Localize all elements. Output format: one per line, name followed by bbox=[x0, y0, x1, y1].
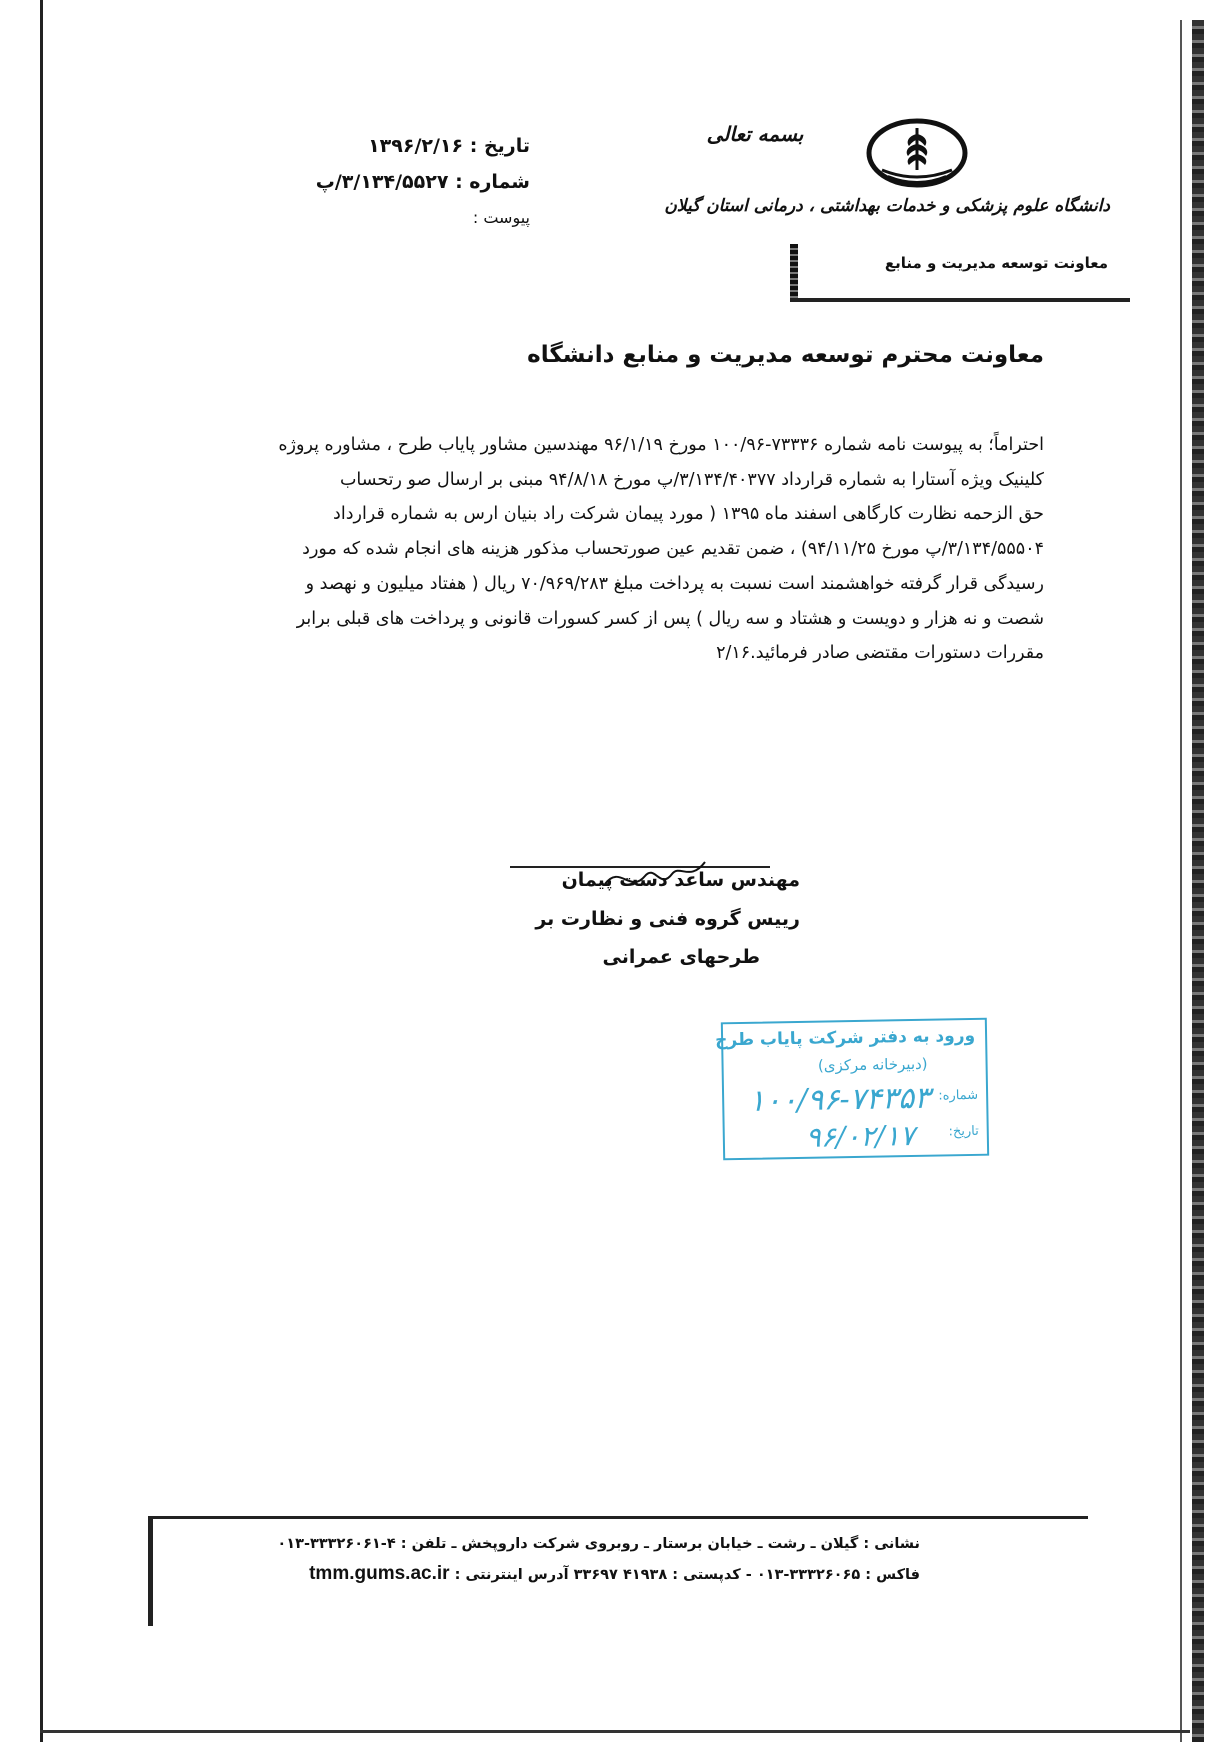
body-line: حق الزحمه نظارت کارگاهی اسفند ماه ۱۳۹۵ ( مورد پیمان شرکت راد بنیان ارس به شماره قرارداد bbox=[333, 504, 1044, 525]
department-box-vbar bbox=[790, 244, 798, 302]
footer-address: نشانی : گیلان ـ رشت ـ خیابان برستار ـ روبروی شرکت داروپخش ـ تلفن : ۴-۳۳۳۲۶۰۶۱-۰۱۳ bbox=[277, 1536, 920, 1552]
number-value: ۳/۱۳۴/۵۵۲۷/پ bbox=[315, 171, 449, 193]
university-name: دانشگاه علوم پزشکی و خدمات بهداشتی ، درمانی استان گیلان bbox=[664, 196, 1110, 216]
signer-title-line1: رییس گروه فنی و نظارت بر bbox=[535, 908, 800, 930]
besmellah: بسمه تعالی bbox=[706, 122, 804, 146]
received-stamp bbox=[715, 1018, 989, 1161]
number-row bbox=[315, 164, 530, 200]
signature-block bbox=[480, 860, 800, 976]
body-line: احتراماً؛ به پیوست نامه شماره ۷۳۳۳۶-۱۰۰/۹۶ مورخ ۹۶/۱/۱۹ مهندسین مشاور پایاب طرح ، مشاوره پروژه bbox=[278, 435, 1044, 455]
scan-edge-right-inner bbox=[1180, 20, 1182, 1742]
footer-frame-hbar bbox=[148, 1516, 1088, 1519]
number-label: شماره : bbox=[455, 171, 530, 193]
stamp-date-label: تاریخ: bbox=[948, 1123, 979, 1140]
body-line: ۳/۱۳۴/۵۵۵۰۴/پ مورخ ۹۴/۱۱/۲۵) ، ضمن تقدیم عین صورتحساب مذکور هزینه های انجام شده که مورد bbox=[302, 539, 1044, 560]
date-label: تاریخ : bbox=[469, 135, 530, 157]
stamp-number-value: ۱۰۰/۹۶-۷۴۳۵۳ bbox=[748, 1080, 931, 1119]
signer-title-line2: طرحهای عمرانی bbox=[602, 946, 760, 968]
scan-edge-bottom bbox=[40, 1730, 1190, 1733]
stamp-date-value: ۹۶/۰۲/۱۷ bbox=[805, 1118, 916, 1154]
attachment-row bbox=[330, 200, 530, 236]
date-row bbox=[330, 128, 530, 164]
footer-contact bbox=[309, 1563, 920, 1585]
stamp-number-label: شماره: bbox=[938, 1087, 979, 1104]
body-line: شصت و نه هزار و دویست و هشتاد و سه ریال ) پس از کسر کسورات قانونی و پرداخت های قبلی برابر bbox=[296, 608, 1044, 629]
scan-edge-left bbox=[40, 0, 43, 1742]
footer-fax-postal: فاکس : ۳۳۳۲۶۰۶۵-۰۱۳ - کدپستی : ۴۱۹۳۸ ۳۳۶۹۷ آدرس اینترنتی : bbox=[454, 1567, 920, 1583]
department-box bbox=[790, 244, 1130, 304]
body-line: مقررات دستورات مقتضی صادر فرمائید.۲/۱۶ bbox=[716, 643, 1044, 664]
date-value: ۱۳۹۶/۲/۱۶ bbox=[368, 135, 464, 157]
signer-name: مهندس ساعد دست پیمان bbox=[561, 869, 800, 891]
handwritten-signature-icon bbox=[600, 854, 710, 898]
stamp-line1: ورود به دفتر شرکت پایاب طرح bbox=[715, 1025, 976, 1051]
stamp-line2: (دبیرخانه مرکزی) bbox=[817, 1054, 928, 1075]
letter-body bbox=[210, 428, 1044, 671]
university-logo-icon bbox=[862, 118, 972, 188]
footer-frame-vbar bbox=[148, 1516, 153, 1626]
letter-meta bbox=[315, 128, 530, 236]
department-label: معاونت توسعه مدیریت و منابع bbox=[884, 254, 1108, 272]
footer-website-link[interactable]: tmm.gums.ac.ir bbox=[309, 1563, 450, 1584]
recipient-title: معاونت محترم توسعه مدیریت و منابع دانشگاه bbox=[527, 342, 1044, 368]
department-box-hbar bbox=[790, 298, 1130, 302]
body-line: کلینیک ویژه آستارا به شماره قرارداد ۳/۱۳۴/۴۰۳۷۷/پ مورخ ۹۴/۸/۱۸ مبنی بر ارسال صو رتحساب bbox=[339, 469, 1044, 490]
attachment-label: پیوست : bbox=[472, 208, 530, 227]
scan-edge-right bbox=[1192, 20, 1204, 1742]
body-line: رسیدگی قرار گرفته خواهشمند است نسبت به پرداخت مبلغ ۷۰/۹۶۹/۲۸۳ ریال ( هفتاد میلیون و نهصد و bbox=[305, 573, 1044, 594]
